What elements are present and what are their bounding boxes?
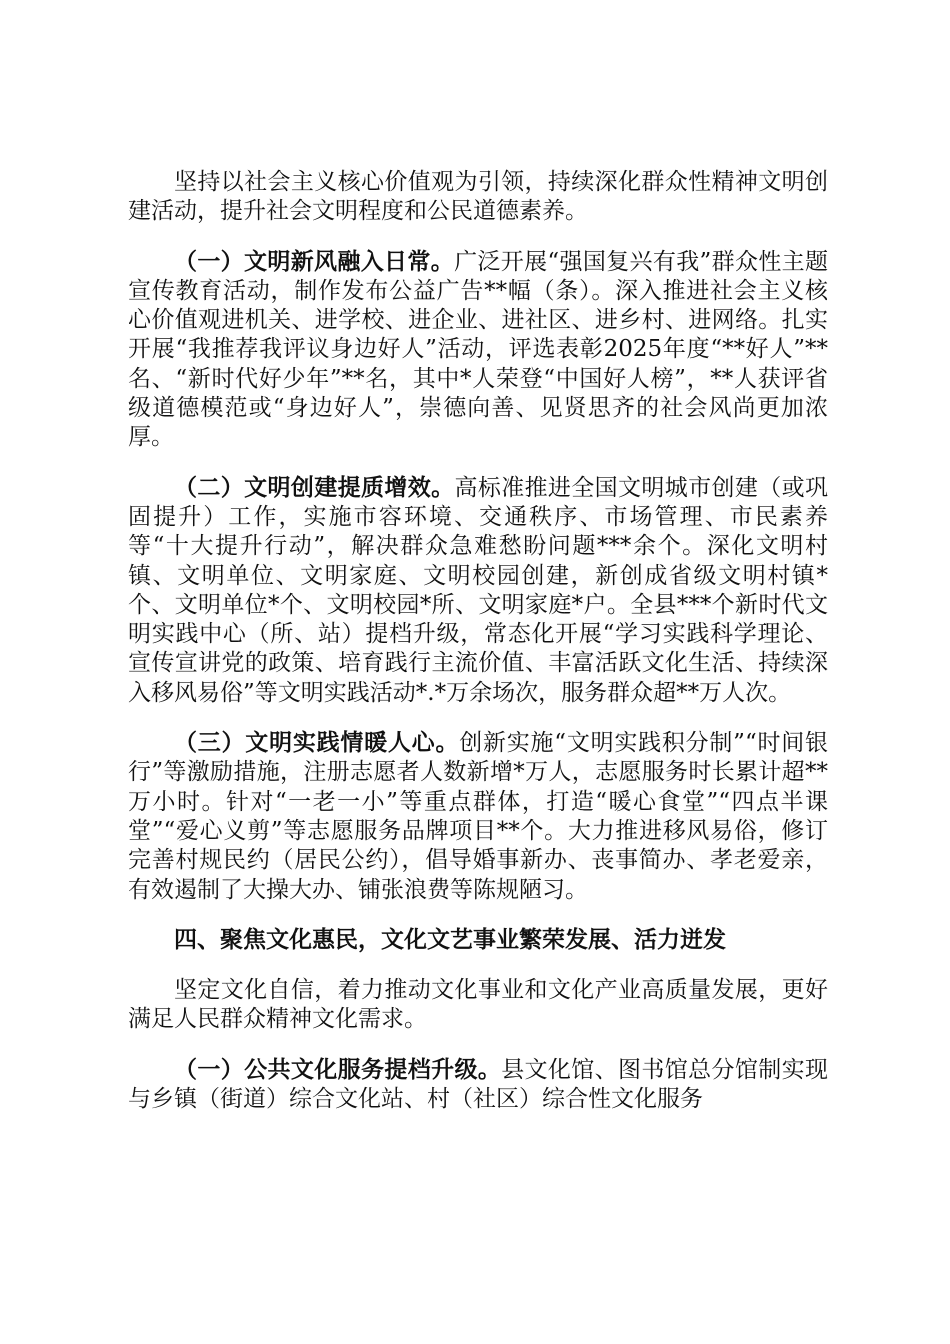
- section3-item-2-paragraph: [128, 474, 828, 708]
- section3-item-1-title: （一）文明新风融入日常。: [174, 248, 455, 275]
- document-page: [128, 168, 828, 1135]
- section3-item-3-body: 创新实施“文明实践积分制”“时间银行”等激励措施，注册志愿者人数新增*万人，志愿服务时长累计超**万小时。针对“一老一小”等重点群体，打造“暖心食堂”“四点半课堂”“爱心义剪”等志愿服务品牌项目**个。大力推进移风易俗，修订完善村规民约（居民公约），倡导婚事新办、丧事简办、孝老爱亲，有效遏制了大操大办、铺张浪费等陈规陋习。: [128, 730, 829, 903]
- section4-item-1-title: （一）公共文化服务提档升级。: [174, 1056, 502, 1083]
- section3-item-1-paragraph: [128, 248, 828, 453]
- section4-intro-paragraph: 坚定文化自信，着力推动文化事业和文化产业高质量发展，更好满足人民群众精神文化需求。: [128, 977, 828, 1033]
- section3-item-3-title: （三）文明实践情暖人心。: [174, 730, 460, 757]
- section3-item-2-body: 高标准推进全国文明城市创建（或巩固提升）工作，实施市容环境、交通秩序、市场管理、市民素养等“十大提升行动”，解决群众急难愁盼问题***余个。深化文明村镇、文明单位、文明家庭、文明校园创建，新创成省级文明村镇*个、文明单位*个、文明校园*所、文明家庭*户。全县***个新时代文明实践中心（所、站）提档升级，常态化开展“学习实践科学理论、宣传宣讲党的政策、培育践行主流价值、丰富活跃文化生活、持续深入移风易俗”等文明实践活动*.*万余场次，服务群众超**万人次。: [128, 474, 829, 706]
- section4-item-1-body: 县文化馆、图书馆总分馆制实现与乡镇（街道）综合文化站、村（社区）综合性文化服务: [128, 1056, 829, 1113]
- section3-intro-paragraph: 坚持以社会主义核心价值观为引领，持续深化群众性精神文明创建活动，提升社会文明程度和公民道德素养。: [128, 169, 828, 225]
- section3-item-2-title: （二）文明创建提质增效。: [174, 474, 455, 501]
- section3-item-3-paragraph: [128, 729, 828, 905]
- section4-heading: 四、聚焦文化惠民，文化文艺事业繁荣发展、活力迸发: [174, 926, 726, 953]
- section4-item-1-paragraph: [128, 1056, 828, 1115]
- section3-item-1-body: 广泛开展“强国复兴有我”群众性主题宣传教育活动，制作发布公益广告**幅（条）。深入推进社会主义核心价值观进机关、进学校、进企业、进社区、进乡村、进网络。扎实开展“我推荐我评议身边好人”活动，评选表彰2025年度“**好人”**名、“新时代好少年”**名，其中*人荣登“中国好人榜”，**人获评省级道德模范或“身边好人”，崇德向善、见贤思齐的社会风尚更加浓厚。: [128, 248, 828, 451]
